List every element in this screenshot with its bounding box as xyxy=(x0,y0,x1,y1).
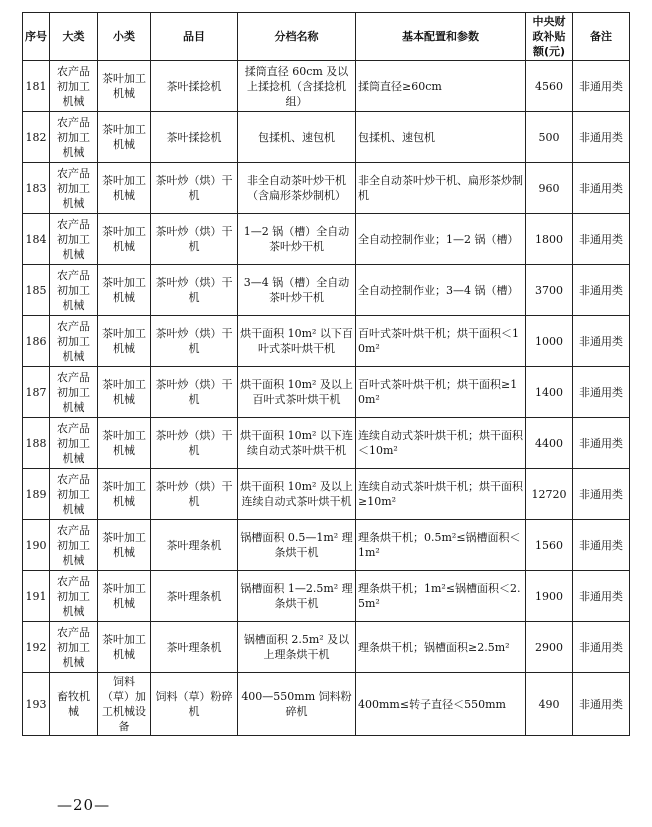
row-grade-name: 烘干面积 10m² 及以上连续自动式茶叶烘干机 xyxy=(238,469,356,520)
row-note: 非通用类 xyxy=(573,520,630,571)
header-major-category: 大类 xyxy=(50,13,98,61)
row-config: 理条烘干机；1m²≤锅槽面积＜2.5m² xyxy=(356,571,526,622)
row-minor-category: 茶叶加工机械 xyxy=(98,571,151,622)
row-major-category: 农产品初加工机械 xyxy=(50,112,98,163)
row-serial: 193 xyxy=(23,673,50,736)
header-subsidy: 中央财政补贴额(元) xyxy=(526,13,573,61)
row-grade-name: 锅槽面积 1—2.5m² 理条烘干机 xyxy=(238,571,356,622)
row-item: 茶叶理条机 xyxy=(151,622,238,673)
row-note: 非通用类 xyxy=(573,622,630,673)
row-note: 非通用类 xyxy=(573,367,630,418)
row-subsidy: 500 xyxy=(526,112,573,163)
row-minor-category: 茶叶加工机械 xyxy=(98,163,151,214)
row-subsidy: 490 xyxy=(526,673,573,736)
row-note: 非通用类 xyxy=(573,265,630,316)
row-serial: 184 xyxy=(23,214,50,265)
row-minor-category: 茶叶加工机械 xyxy=(98,61,151,112)
row-minor-category: 茶叶加工机械 xyxy=(98,418,151,469)
header-serial: 序号 xyxy=(23,13,50,61)
row-grade-name: 揉筒直径 60cm 及以上揉捻机（含揉捻机组） xyxy=(238,61,356,112)
row-note: 非通用类 xyxy=(573,112,630,163)
row-item: 茶叶理条机 xyxy=(151,520,238,571)
table-row xyxy=(23,622,630,673)
row-minor-category: 茶叶加工机械 xyxy=(98,214,151,265)
table-row xyxy=(23,367,630,418)
row-major-category: 农产品初加工机械 xyxy=(50,61,98,112)
row-config: 400mm≤转子直径＜550mm xyxy=(356,673,526,736)
row-config: 全自动控制作业；3—4 锅（槽） xyxy=(356,265,526,316)
row-grade-name: 烘干面积 10m² 以下连续自动式茶叶烘干机 xyxy=(238,418,356,469)
row-grade-name: 400—550mm 饲料粉碎机 xyxy=(238,673,356,736)
row-minor-category: 茶叶加工机械 xyxy=(98,367,151,418)
row-major-category: 农产品初加工机械 xyxy=(50,316,98,367)
table-row xyxy=(23,61,630,112)
header-minor-category: 小类 xyxy=(98,13,151,61)
row-subsidy: 1800 xyxy=(526,214,573,265)
row-major-category: 农产品初加工机械 xyxy=(50,214,98,265)
header-note: 备注 xyxy=(573,13,630,61)
row-subsidy: 4400 xyxy=(526,418,573,469)
row-config: 理条烘干机；锅槽面积≥2.5m² xyxy=(356,622,526,673)
row-major-category: 农产品初加工机械 xyxy=(50,622,98,673)
row-subsidy: 4560 xyxy=(526,61,573,112)
row-note: 非通用类 xyxy=(573,469,630,520)
row-config: 包揉机、速包机 xyxy=(356,112,526,163)
row-config: 连续自动式茶叶烘干机；烘干面积＜10m² xyxy=(356,418,526,469)
row-serial: 188 xyxy=(23,418,50,469)
row-grade-name: 烘干面积 10m² 以下百叶式茶叶烘干机 xyxy=(238,316,356,367)
row-grade-name: 包揉机、速包机 xyxy=(238,112,356,163)
row-serial: 186 xyxy=(23,316,50,367)
table-row xyxy=(23,673,630,736)
header-grade-name: 分档名称 xyxy=(238,13,356,61)
table-row xyxy=(23,265,630,316)
row-major-category: 农产品初加工机械 xyxy=(50,265,98,316)
row-serial: 182 xyxy=(23,112,50,163)
row-note: 非通用类 xyxy=(573,61,630,112)
row-item: 茶叶揉捻机 xyxy=(151,112,238,163)
row-item: 茶叶理条机 xyxy=(151,571,238,622)
row-subsidy: 1900 xyxy=(526,571,573,622)
header-item: 品目 xyxy=(151,13,238,61)
table-header-row xyxy=(23,13,630,61)
row-config: 揉筒直径≥60cm xyxy=(356,61,526,112)
row-major-category: 畜牧机械 xyxy=(50,673,98,736)
row-minor-category: 茶叶加工机械 xyxy=(98,265,151,316)
row-item: 茶叶炒（烘）干机 xyxy=(151,418,238,469)
page-number: —20— xyxy=(57,796,111,814)
row-subsidy: 1400 xyxy=(526,367,573,418)
row-minor-category: 饲料（草）加工机械设备 xyxy=(98,673,151,736)
subsidy-table xyxy=(22,12,630,736)
table-row xyxy=(23,163,630,214)
row-major-category: 农产品初加工机械 xyxy=(50,163,98,214)
row-grade-name: 锅槽面积 0.5—1m² 理条烘干机 xyxy=(238,520,356,571)
row-subsidy: 960 xyxy=(526,163,573,214)
row-major-category: 农产品初加工机械 xyxy=(50,520,98,571)
row-serial: 190 xyxy=(23,520,50,571)
row-config: 连续自动式茶叶烘干机；烘干面积≥10m² xyxy=(356,469,526,520)
row-major-category: 农产品初加工机械 xyxy=(50,571,98,622)
row-minor-category: 茶叶加工机械 xyxy=(98,316,151,367)
row-minor-category: 茶叶加工机械 xyxy=(98,622,151,673)
row-item: 茶叶揉捻机 xyxy=(151,61,238,112)
row-minor-category: 茶叶加工机械 xyxy=(98,520,151,571)
row-item: 茶叶炒（烘）干机 xyxy=(151,367,238,418)
row-item: 茶叶炒（烘）干机 xyxy=(151,163,238,214)
table-row xyxy=(23,112,630,163)
row-serial: 189 xyxy=(23,469,50,520)
header-config: 基本配置和参数 xyxy=(356,13,526,61)
row-subsidy: 1000 xyxy=(526,316,573,367)
row-serial: 187 xyxy=(23,367,50,418)
row-major-category: 农产品初加工机械 xyxy=(50,367,98,418)
row-item: 茶叶炒（烘）干机 xyxy=(151,469,238,520)
row-note: 非通用类 xyxy=(573,673,630,736)
row-major-category: 农产品初加工机械 xyxy=(50,418,98,469)
row-subsidy: 1560 xyxy=(526,520,573,571)
row-note: 非通用类 xyxy=(573,214,630,265)
row-subsidy: 3700 xyxy=(526,265,573,316)
row-item: 茶叶炒（烘）干机 xyxy=(151,316,238,367)
row-serial: 192 xyxy=(23,622,50,673)
row-config: 非全自动茶叶炒干机、扁形茶炒制机 xyxy=(356,163,526,214)
row-config: 全自动控制作业；1—2 锅（槽） xyxy=(356,214,526,265)
row-minor-category: 茶叶加工机械 xyxy=(98,469,151,520)
row-grade-name: 3—4 锅（槽）全自动茶叶炒干机 xyxy=(238,265,356,316)
row-note: 非通用类 xyxy=(573,316,630,367)
row-major-category: 农产品初加工机械 xyxy=(50,469,98,520)
row-item: 饲料（草）粉碎机 xyxy=(151,673,238,736)
row-config: 百叶式茶叶烘干机；烘干面积≥10m² xyxy=(356,367,526,418)
row-subsidy: 12720 xyxy=(526,469,573,520)
row-minor-category: 茶叶加工机械 xyxy=(98,112,151,163)
table-row xyxy=(23,418,630,469)
row-config: 理条烘干机；0.5m²≤锅槽面积＜1m² xyxy=(356,520,526,571)
row-subsidy: 2900 xyxy=(526,622,573,673)
table-row xyxy=(23,469,630,520)
table-row xyxy=(23,214,630,265)
row-note: 非通用类 xyxy=(573,163,630,214)
row-config: 百叶式茶叶烘干机；烘干面积＜10m² xyxy=(356,316,526,367)
row-serial: 183 xyxy=(23,163,50,214)
row-grade-name: 锅槽面积 2.5m² 及以上理条烘干机 xyxy=(238,622,356,673)
row-item: 茶叶炒（烘）干机 xyxy=(151,265,238,316)
table-row xyxy=(23,316,630,367)
row-serial: 191 xyxy=(23,571,50,622)
table-row xyxy=(23,571,630,622)
row-note: 非通用类 xyxy=(573,571,630,622)
row-grade-name: 烘干面积 10m² 及以上百叶式茶叶烘干机 xyxy=(238,367,356,418)
row-grade-name: 1—2 锅（槽）全自动茶叶炒干机 xyxy=(238,214,356,265)
table-row xyxy=(23,520,630,571)
row-serial: 185 xyxy=(23,265,50,316)
row-grade-name: 非全自动茶叶炒干机（含扁形茶炒制机） xyxy=(238,163,356,214)
row-item: 茶叶炒（烘）干机 xyxy=(151,214,238,265)
row-note: 非通用类 xyxy=(573,418,630,469)
row-serial: 181 xyxy=(23,61,50,112)
